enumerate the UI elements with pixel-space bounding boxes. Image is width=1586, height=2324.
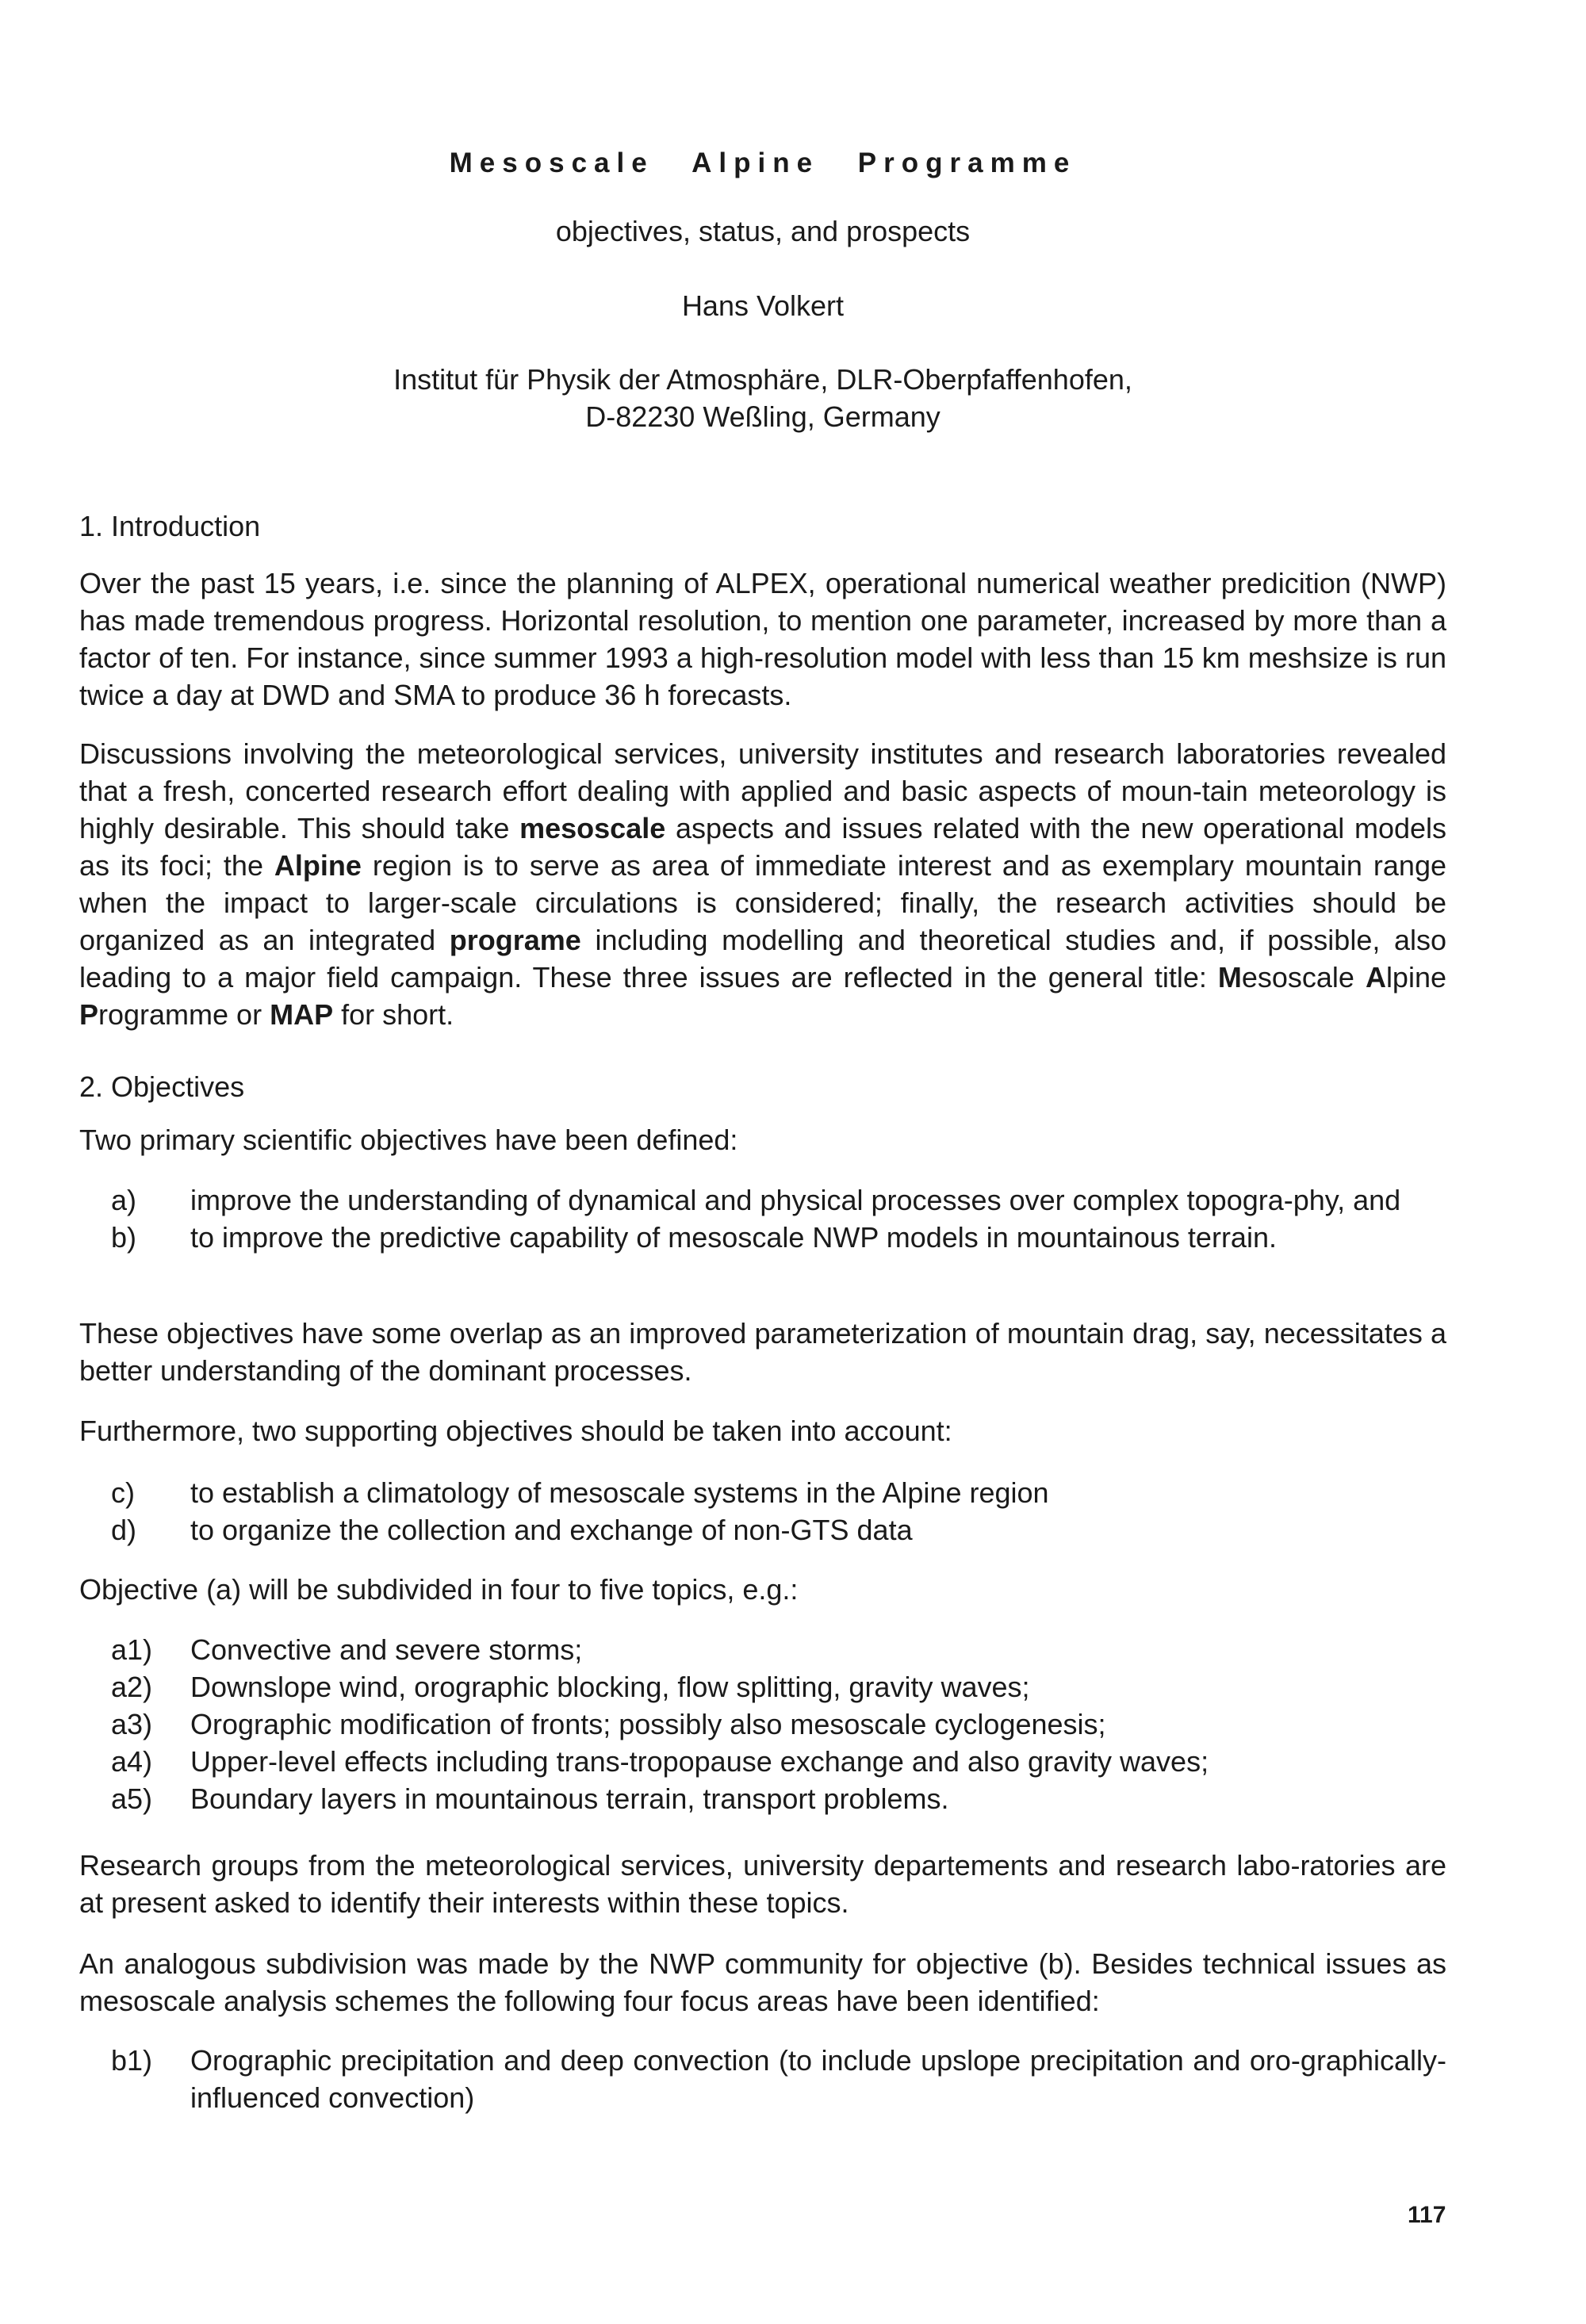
item-text: Boundary layers in mountainous terrain, transport problems. bbox=[190, 1782, 949, 1815]
item-label: a2) bbox=[111, 1671, 153, 1703]
affiliation-line-1: Institut für Physik der Atmosphäre, DLR-Oberpfaffenhofen, bbox=[393, 363, 1132, 396]
affiliation-line-2: D-82230 Weßling, Germany bbox=[585, 400, 940, 433]
intro-paragraph-2 bbox=[79, 735, 1446, 1033]
item-label: a3) bbox=[111, 1708, 153, 1740]
text: Discussions involving the meteorological services, university institutes and research laboratories revealed that a fresh, concerted research effort dealing with applied and basic aspects of moun-tain meteorology is highly desirable. This should take bbox=[79, 737, 1446, 844]
item-label: b) bbox=[111, 1221, 137, 1254]
list-item bbox=[79, 1743, 1446, 1780]
item-label: d) bbox=[111, 1514, 137, 1546]
text: aspects and issues related with the new operational models as its foci; the bbox=[79, 812, 1447, 882]
item-text: Orographic precipitation and deep convection (to include upslope precipitation and oro-graphically-influenced convection) bbox=[190, 2044, 1446, 2114]
list-item bbox=[79, 1474, 1446, 1511]
topics-list bbox=[79, 1631, 1446, 1817]
overlap-paragraph: These objectives have some overlap as an improved parameterization of mountain drag, say, necessitates a better understanding of the dominant processes. bbox=[79, 1317, 1446, 1387]
item-label: a1) bbox=[111, 1633, 153, 1666]
document-title: Mesoscale Alpine Programme bbox=[449, 147, 1077, 178]
supporting-intro: Furthermore, two supporting objectives should be taken into account: bbox=[79, 1415, 952, 1447]
research-groups-paragraph: Research groups from the meteorological services, university departements and research labo-ratories are at present asked to identify their interests within these topics. bbox=[79, 1849, 1446, 1919]
text: including modelling and theoretical studies and, if possible, also leading to a major field campaign. These three issues are reflected in the general title: bbox=[79, 924, 1447, 994]
bold-letter: M bbox=[1217, 961, 1242, 994]
list-item bbox=[79, 1219, 1446, 1256]
document-subtitle: objectives, status, and prospects bbox=[555, 215, 971, 247]
list-item bbox=[79, 1181, 1446, 1219]
item-text: Orographic modification of fronts; possibly also mesoscale cyclogenesis; bbox=[190, 1708, 1106, 1740]
objectives-intro: Two primary scientific objectives have been defined: bbox=[79, 1124, 738, 1156]
list-item bbox=[79, 1668, 1446, 1706]
item-label: a4) bbox=[111, 1745, 153, 1778]
primary-objectives-list bbox=[79, 1181, 1446, 1256]
item-text: to organize the collection and exchange of non-GTS data bbox=[190, 1514, 913, 1546]
bold-term: mesoscale bbox=[519, 812, 666, 844]
list-item bbox=[79, 1706, 1446, 1743]
bold-letter: P bbox=[79, 998, 99, 1031]
intro-paragraph-1: Over the past 15 years, i.e. since the planning of ALPEX, operational numerical weather predicition (NWP) has made tremendous progress. Horizontal resolution, to mention one parameter, increased by more than a factor of ten. For instance, since summer 1993 a high-resolution model with less than 15 km meshsize is run twice a day at DWD and SMA to produce 36 h forecasts. bbox=[79, 567, 1446, 711]
text: esoscale bbox=[1241, 961, 1366, 994]
text: lpine bbox=[1385, 961, 1446, 994]
analogous-paragraph: An analogous subdivision was made by the NWP community for objective (b). Besides technical issues as mesoscale analysis schemes the following four focus areas have been identified: bbox=[79, 1947, 1446, 2017]
item-label: a) bbox=[111, 1184, 137, 1216]
item-text: to improve the predictive capability of mesoscale NWP models in mountainous terrain. bbox=[190, 1221, 1277, 1254]
page-number: 117 bbox=[1408, 2202, 1446, 2228]
text: for short. bbox=[333, 998, 454, 1031]
supporting-objectives-list bbox=[79, 1474, 1446, 1549]
section-heading-introduction: 1. Introduction bbox=[79, 510, 261, 542]
list-item bbox=[79, 2042, 1446, 2116]
bold-term: Alpine bbox=[274, 849, 362, 882]
topics-intro: Objective (a) will be subdivided in four to five topics, e.g.: bbox=[79, 1573, 799, 1606]
list-item bbox=[79, 1780, 1446, 1817]
list-item bbox=[79, 1631, 1446, 1668]
item-text: Upper-level effects including trans-tropopause exchange and also gravity waves; bbox=[190, 1745, 1209, 1778]
item-label: b1) bbox=[111, 2044, 153, 2077]
bold-letter: A bbox=[1365, 961, 1386, 994]
item-text: improve the understanding of dynamical and physical processes over complex topogra-phy, and bbox=[190, 1184, 1401, 1216]
section-heading-objectives: 2. Objectives bbox=[79, 1070, 245, 1103]
bold-term: programe bbox=[449, 924, 581, 956]
affiliation bbox=[79, 361, 1446, 435]
item-text: to establish a climatology of mesoscale systems in the Alpine region bbox=[190, 1476, 1049, 1509]
bold-term: MAP bbox=[270, 998, 334, 1031]
item-label: c) bbox=[111, 1476, 135, 1509]
list-item bbox=[79, 1511, 1446, 1549]
text: rogramme or bbox=[98, 998, 270, 1031]
focus-list bbox=[79, 2042, 1446, 2116]
text: region is to serve as area of immediate interest and as exemplary mountain range when the impact to larger-scale circulations is considered; finally, the research activities should be organized as an integrated bbox=[79, 849, 1446, 956]
item-text: Convective and severe storms; bbox=[190, 1633, 583, 1666]
item-label: a5) bbox=[111, 1782, 153, 1815]
item-text: Downslope wind, orographic blocking, flow splitting, gravity waves; bbox=[190, 1671, 1030, 1703]
author: Hans Volkert bbox=[681, 289, 845, 322]
